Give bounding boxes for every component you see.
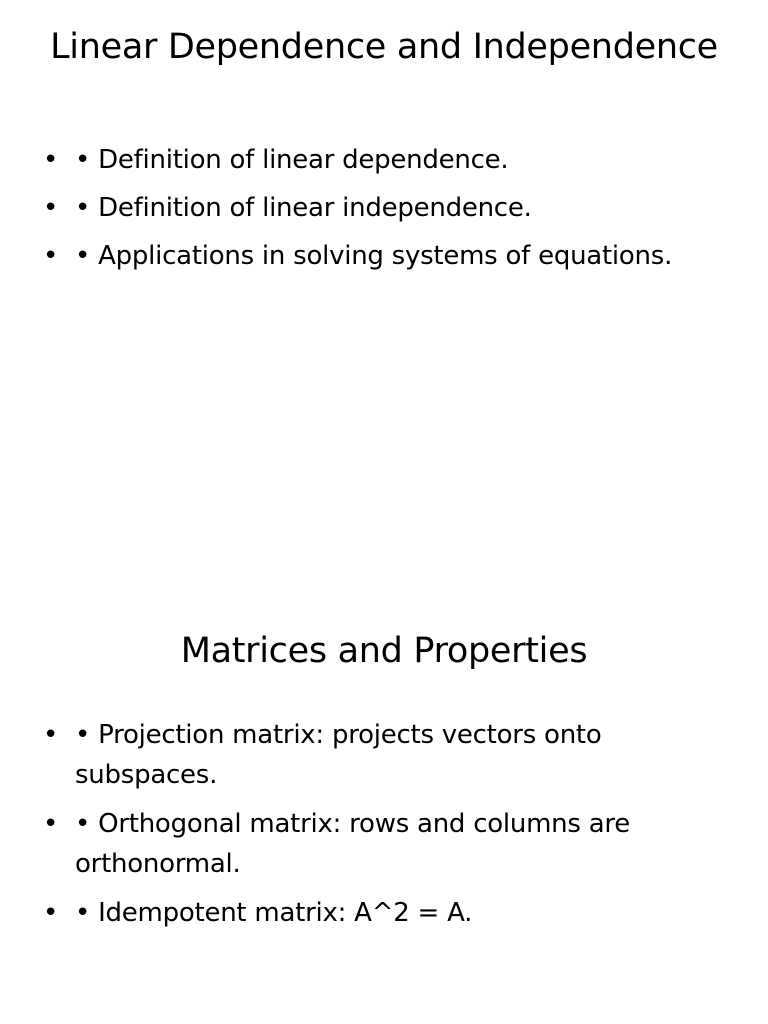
bullet-list	[0, 140, 730, 284]
bullet-icon: •	[43, 193, 59, 223]
list-item	[0, 893, 730, 933]
list-item	[0, 140, 730, 180]
bullet-text: • Orthogonal matrix: rows and columns are orthonormal.	[75, 809, 631, 879]
list-item	[0, 804, 730, 884]
bullet-icon: •	[43, 809, 59, 839]
bullet-icon: •	[43, 241, 59, 271]
bullet-list	[0, 715, 730, 942]
slide-2	[0, 576, 768, 1024]
bullet-text: • Definition of linear independence.	[75, 193, 532, 223]
slide-title: Linear Dependence and Independence	[50, 27, 718, 67]
list-item	[0, 188, 730, 228]
bullet-icon: •	[43, 145, 59, 175]
bullet-text: • Idempotent matrix: A^2 = A.	[75, 898, 473, 928]
list-item	[0, 715, 730, 795]
slide-title: Matrices and Properties	[180, 631, 588, 671]
bullet-text: • Definition of linear dependence.	[75, 145, 509, 175]
bullet-icon: •	[43, 898, 59, 928]
bullet-icon: •	[43, 720, 59, 750]
bullet-text: • Applications in solving systems of equations.	[75, 241, 673, 271]
list-item	[0, 236, 730, 276]
bullet-text: • Projection matrix: projects vectors onto subspaces.	[75, 720, 602, 790]
